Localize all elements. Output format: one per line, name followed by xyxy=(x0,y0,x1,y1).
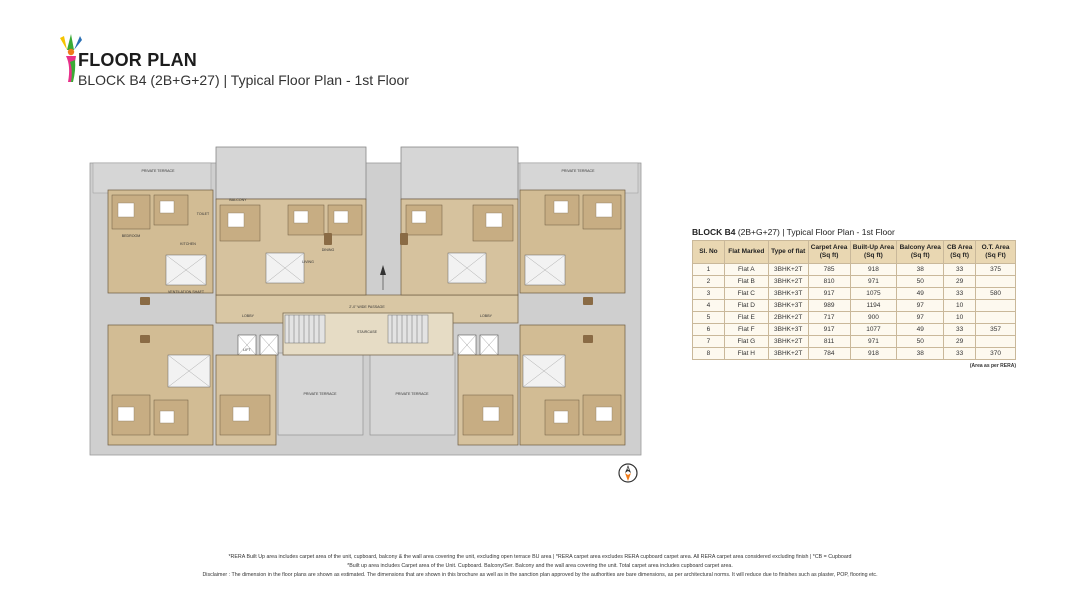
col-type-of-flat: Type of flat xyxy=(768,241,808,264)
ot-area-cell xyxy=(976,312,1016,324)
label-staircase: STAIRCASE xyxy=(356,330,378,334)
compass-icon xyxy=(617,462,639,484)
label-terrace-top-right: PRIVATE TERRACE xyxy=(561,169,595,173)
floor-plan-svg xyxy=(88,145,643,460)
page-subtitle: BLOCK B4 (2B+G+27) | Typical Floor Plan - 1st Floor xyxy=(78,72,409,88)
label-lobby-left: LOBBY xyxy=(242,314,254,318)
label-lobby-right: LOBBY xyxy=(480,314,492,318)
table-row: 5 Flat E 2BHK+2T 717 900 97 10 xyxy=(693,312,1016,324)
svg-text:N: N xyxy=(626,466,630,471)
label-terrace-bottom-right: PRIVATE TERRACE xyxy=(395,392,429,396)
area-table xyxy=(692,240,1016,360)
ot-area-cell xyxy=(976,300,1016,312)
table-row: 3 Flat C 3BHK+3T 917 1075 49 33 580 xyxy=(693,288,1016,300)
col-cb-area: CB Area (Sq ft) xyxy=(944,241,976,264)
table-row: 2 Flat B 3BHK+2T 810 971 50 29 xyxy=(693,276,1016,288)
table-title: BLOCK B4 (2B+G+27) | Typical Floor Plan - 1st Floor xyxy=(692,227,895,237)
col-balcony-area: Balcony Area (Sq ft) xyxy=(897,241,944,264)
page-title: FLOOR PLAN xyxy=(78,50,197,70)
footnote-line: *RERA Built Up area includes carpet area of the unit, cupboard, balcony & the wall area covering the unit, excluding open terrace BU area | *RERA carpet area excludes RERA cupboard carpet area. All RERA carpet area considered excluding finish | *CB = Cupboard xyxy=(228,554,852,560)
ot-area-cell xyxy=(976,336,1016,348)
col-flat-marked: Flat Marked xyxy=(724,241,768,264)
area-table-section xyxy=(692,227,1016,369)
label-lift: LIFT xyxy=(243,348,251,352)
label-living: LIVING xyxy=(302,260,314,264)
ot-area-cell: 580 xyxy=(976,288,1016,300)
footnote-line: *Built up area includes Carpet area of the Unit. Cupboard. Balcony/Ser. Balcony and the wall area covering the unit. Total carpet area includes cupboard carpet area. xyxy=(347,563,733,569)
label-terrace-top-left: PRIVATE TERRACE xyxy=(141,169,175,173)
table-row: 6 Flat F 3BHK+3T 917 1077 49 33 357 xyxy=(693,324,1016,336)
ot-area-cell: 375 xyxy=(976,264,1016,276)
footnote-line: Disclaimer : The dimension in the floor plans are shown as estimated. The dimensions that are shown in this brochure as well as in the sanction plan approved by the authorities are bare dimensions, as per architectural norms. It will reduce due to finishes such as plaster, POP, flooring etc. xyxy=(202,572,878,578)
ot-area-cell: 370 xyxy=(976,348,1016,360)
floor-plan-drawing xyxy=(88,145,643,460)
label-toilet: TOILET xyxy=(196,212,210,216)
label-bedroom: BEDROOM xyxy=(121,234,141,238)
table-row: 4 Flat D 3BHK+3T 989 1194 97 10 xyxy=(693,300,1016,312)
label-dining: DINING xyxy=(321,248,335,252)
col-sl-no: Sl. No xyxy=(693,241,725,264)
table-row: 8 Flat H 3BHK+2T 784 918 38 33 370 xyxy=(693,348,1016,360)
label-terrace-bottom-left: PRIVATE TERRACE xyxy=(303,392,337,396)
rera-note: (Area as per RERA) xyxy=(969,363,1016,369)
label-passage: 2'-0" WIDE PASSAGE xyxy=(349,305,385,309)
table-header-row xyxy=(693,241,1016,264)
label-balcony: BALCONY xyxy=(229,198,247,202)
table-row: 1 Flat A 3BHK+2T 785 918 38 33 375 xyxy=(693,264,1016,276)
table-row: 7 Flat G 3BHK+2T 811 971 50 29 xyxy=(693,336,1016,348)
ot-area-cell: 357 xyxy=(976,324,1016,336)
ot-area-cell xyxy=(976,276,1016,288)
label-ventilation: VENTILATION SHAFT xyxy=(167,290,205,294)
col-carpet-area: Carpet Area (Sq ft) xyxy=(808,241,850,264)
col-builtup-area: Built-Up Area (Sq ft) xyxy=(850,241,897,264)
label-kitchen: KITCHEN xyxy=(180,242,196,246)
col-ot-area: O.T. Area (Sq Ft) xyxy=(976,241,1016,264)
footnotes xyxy=(0,553,1080,580)
